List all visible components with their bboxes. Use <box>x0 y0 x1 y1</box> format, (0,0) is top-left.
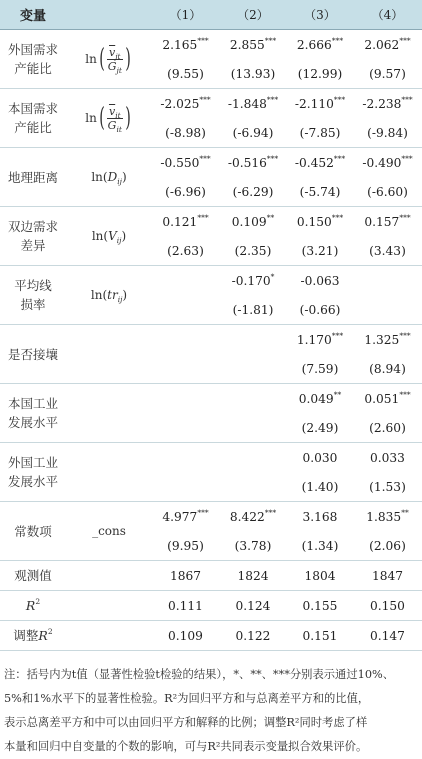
significance-stars: *** <box>331 35 344 45</box>
fraction <box>107 46 123 73</box>
coefficient-cell <box>287 502 353 532</box>
denominator-subscript <box>117 66 122 75</box>
stats-value: 0.150 <box>370 598 405 613</box>
variable-expression <box>66 266 152 325</box>
t-value: (-8.98) <box>165 125 206 140</box>
subscript-text: it <box>115 110 121 120</box>
coefficient-cell <box>152 325 219 355</box>
coefficient-value: -0.516 <box>227 155 267 170</box>
row-label <box>0 266 66 325</box>
stats-value-cell <box>219 621 287 651</box>
var-suffix: ) <box>121 229 127 243</box>
table-row <box>0 502 422 532</box>
t-value-cell <box>353 531 422 561</box>
t-value: (2.60) <box>369 420 406 435</box>
t-value-cell <box>287 236 353 266</box>
coefficient-cell <box>152 443 219 473</box>
t-value-cell <box>353 354 422 384</box>
coefficient-cell <box>219 148 287 178</box>
t-value-cell <box>353 59 422 89</box>
significance-stars: *** <box>333 153 346 163</box>
coefficient-value: -0.490 <box>362 155 402 170</box>
stats-value-cell <box>152 621 219 651</box>
row-label <box>0 325 66 384</box>
row-label <box>0 443 66 502</box>
significance-stars: *** <box>399 35 411 45</box>
coefficient-value: 0.030 <box>302 450 338 465</box>
stats-blank <box>66 591 152 621</box>
t-value: (7.59) <box>301 361 339 376</box>
row-label <box>0 502 66 561</box>
stats-value-cell <box>152 561 219 591</box>
stats-row <box>0 621 422 651</box>
coefficient-value: -2.110 <box>294 96 334 111</box>
coefficient-cell <box>152 266 219 296</box>
stats-label-prefix: 调整 <box>13 628 39 643</box>
row-label-line: 差异 <box>20 238 46 253</box>
t-value-cell <box>353 413 422 443</box>
stats-row <box>0 561 422 591</box>
var-text: _cons <box>92 524 126 538</box>
significance-stars: * <box>270 271 275 281</box>
table-row <box>0 207 422 237</box>
t-value-cell <box>353 118 422 148</box>
t-value: (2.63) <box>167 243 204 258</box>
header-col-2: （2） <box>219 0 287 30</box>
coefficient-value: -0.170 <box>231 273 271 288</box>
t-value: (3.78) <box>234 538 272 553</box>
significance-stars: *** <box>331 330 344 340</box>
stats-value-cell <box>219 561 287 591</box>
coefficient-cell <box>152 148 219 178</box>
coefficient-cell <box>353 384 422 414</box>
table-row <box>0 266 422 296</box>
variable-expression <box>66 384 152 443</box>
significance-stars: ** <box>333 389 342 399</box>
table-row <box>0 89 422 119</box>
t-value: (2.49) <box>301 420 339 435</box>
fraction-numerator <box>107 46 123 60</box>
coefficient-value: 0.157 <box>364 214 400 229</box>
coefficient-value: -0.452 <box>294 155 334 170</box>
row-label <box>0 30 66 89</box>
row-label-line: 地理距离 <box>7 169 58 185</box>
stats-blank <box>66 561 152 591</box>
t-value: (2.06) <box>369 538 406 553</box>
t-value: (1.34) <box>301 538 339 553</box>
coefficient-cell <box>287 148 353 178</box>
coefficient-cell <box>353 443 422 473</box>
coefficient-value: 2.666 <box>296 37 332 52</box>
t-value-cell <box>353 177 422 207</box>
coefficient-value: 0.150 <box>296 214 332 229</box>
stats-value-cell <box>353 591 422 621</box>
row-label-line: 损率 <box>20 297 46 312</box>
t-value: (2.35) <box>234 243 272 258</box>
t-value-cell <box>152 531 219 561</box>
denominator-subscript <box>116 125 121 134</box>
open-paren: ( <box>99 44 105 74</box>
stats-value: 0.124 <box>235 598 271 613</box>
t-value: (1.40) <box>301 479 339 494</box>
stats-blank <box>66 621 152 651</box>
stats-value: 0.147 <box>370 628 405 643</box>
stats-value-cell <box>287 591 353 621</box>
variable-expression <box>66 148 152 207</box>
coefficient-value: 0.109 <box>231 214 267 229</box>
stats-label-r: R <box>38 628 48 643</box>
coefficient-cell <box>287 89 353 119</box>
t-value-cell <box>219 413 287 443</box>
t-value-cell <box>219 177 287 207</box>
coefficient-cell <box>353 148 422 178</box>
variable-expression <box>66 89 152 148</box>
row-label-line: 本国需求 <box>7 101 58 116</box>
significance-stars: ** <box>266 212 275 222</box>
significance-stars: *** <box>197 35 209 45</box>
t-value-cell <box>287 118 353 148</box>
coefficient-cell <box>353 89 422 119</box>
row-label <box>0 148 66 207</box>
stats-label-sup: 2 <box>35 597 41 606</box>
t-value-cell <box>287 413 353 443</box>
fraction-numerator <box>107 105 123 119</box>
stats-label-r: R <box>25 598 36 613</box>
t-value: (9.55) <box>167 66 204 81</box>
var-func: ln <box>85 110 97 125</box>
row-label-line: 产能比 <box>14 61 52 76</box>
t-value: (1.53) <box>369 479 406 494</box>
table-row <box>0 30 422 60</box>
var-prefix: ln( <box>91 229 109 243</box>
subscript-text: ij <box>117 177 122 186</box>
t-value: (-6.94) <box>232 125 274 140</box>
variable-expression <box>66 207 152 266</box>
subscript-text: jt <box>115 51 121 61</box>
significance-stars: ** <box>401 507 409 517</box>
coefficient-cell <box>219 325 287 355</box>
row-label-line: 发展水平 <box>7 474 58 489</box>
coefficient-cell <box>287 207 353 237</box>
stats-label-text <box>13 628 47 643</box>
stats-label-sup: 2 <box>47 627 53 636</box>
coefficient-value: -0.063 <box>300 273 340 288</box>
coefficient-cell <box>152 89 219 119</box>
table-row <box>0 443 422 473</box>
subscript-text: ij <box>117 295 123 304</box>
fraction-denominator <box>108 119 122 132</box>
coefficient-value: 0.049 <box>298 391 334 406</box>
t-value-cell <box>353 236 422 266</box>
coefficient-cell <box>219 384 287 414</box>
t-value-cell <box>152 59 219 89</box>
t-value-cell <box>152 177 219 207</box>
coefficient-cell <box>219 207 287 237</box>
var-suffix: ) <box>122 288 128 302</box>
header-col-1: （1） <box>152 0 219 30</box>
t-value-cell <box>353 295 422 325</box>
significance-stars: *** <box>199 94 211 104</box>
header-variable: 变量 <box>0 0 66 30</box>
t-value: (9.95) <box>167 538 204 553</box>
t-value-cell <box>353 472 422 502</box>
coefficient-value: 2.062 <box>364 37 400 52</box>
note-line: 表示总离差平方和中可以由回归平方和解释的比例；调整R²同时考虑了样 <box>4 716 368 729</box>
header-col-4: （4） <box>353 0 422 30</box>
significance-stars: *** <box>266 153 279 163</box>
stats-label-text <box>26 598 35 613</box>
coefficient-cell <box>152 384 219 414</box>
close-paren: ) <box>124 103 131 133</box>
fraction-denominator <box>108 60 122 73</box>
t-value: (-9.84) <box>367 125 408 140</box>
significance-stars: *** <box>266 94 279 104</box>
fraction <box>107 105 123 132</box>
close-paren: ) <box>124 44 131 74</box>
numerator-symbol: $\overline{v}$ <box>109 45 116 59</box>
coefficient-cell <box>287 443 353 473</box>
significance-stars: *** <box>264 35 277 45</box>
note-line: 注：括号内为t值（显著性检验t检验的结果），*、**、***分别表示通过10%、 <box>4 668 395 681</box>
t-value-cell <box>219 236 287 266</box>
coefficient-value: 4.977 <box>162 509 198 524</box>
significance-stars: *** <box>197 212 209 222</box>
t-value: (-5.74) <box>299 184 341 199</box>
t-value: (-6.60) <box>367 184 408 199</box>
table-row <box>0 325 422 355</box>
note-line: 5%和1%水平下的显著性检验。R²为回归平方和与总离差平方和的比值， <box>4 692 370 705</box>
t-value: (-7.85) <box>299 125 341 140</box>
variable-expression <box>66 443 152 502</box>
subscript-text: ij <box>116 236 122 245</box>
t-value-cell <box>219 59 287 89</box>
t-value-cell <box>287 531 353 561</box>
stats-value: 0.151 <box>302 628 338 643</box>
t-value: (-6.96) <box>165 184 206 199</box>
row-label-line: 外国工业 <box>7 455 58 470</box>
significance-stars: *** <box>333 94 346 104</box>
coefficient-cell <box>152 502 219 532</box>
t-value: (3.43) <box>369 243 406 258</box>
row-label-line: 平均线 <box>14 278 52 293</box>
header-col-3: （3） <box>287 0 353 30</box>
coefficient-cell <box>219 443 287 473</box>
coefficient-cell <box>353 30 422 60</box>
stats-value-cell <box>152 591 219 621</box>
t-value-cell <box>287 177 353 207</box>
row-label-line: 发展水平 <box>7 415 58 430</box>
row-label-line: 常数项 <box>14 523 52 539</box>
coefficient-value: 0.121 <box>162 214 198 229</box>
coefficient-value: -2.025 <box>160 96 200 111</box>
coefficient-cell <box>152 30 219 60</box>
coefficient-cell <box>287 325 353 355</box>
significance-stars: *** <box>399 330 411 340</box>
t-value: (-6.29) <box>232 184 274 199</box>
coefficient-cell <box>287 266 353 296</box>
coefficient-cell <box>353 207 422 237</box>
t-value: (8.94) <box>369 361 406 376</box>
open-paren: ( <box>99 103 105 133</box>
stats-value-cell <box>287 561 353 591</box>
t-value-cell <box>219 472 287 502</box>
subscript-text: jt <box>116 65 122 75</box>
row-label-line: 产能比 <box>14 120 52 135</box>
t-value-cell <box>152 236 219 266</box>
t-value-cell <box>287 295 353 325</box>
stats-value-cell <box>353 621 422 651</box>
t-value-cell <box>287 354 353 384</box>
significance-stars: *** <box>401 153 413 163</box>
table-body <box>0 30 422 651</box>
t-value-cell <box>152 354 219 384</box>
coefficient-cell <box>353 502 422 532</box>
row-label-line: 本国工业 <box>7 396 58 411</box>
t-value-cell <box>219 295 287 325</box>
stats-value: 1847 <box>371 568 404 583</box>
t-value-cell <box>152 118 219 148</box>
coefficient-cell <box>152 207 219 237</box>
coefficient-cell <box>353 325 422 355</box>
row-label-line: 外国需求 <box>7 42 58 57</box>
coefficient-value: 1.325 <box>364 332 400 347</box>
stats-label <box>0 621 66 651</box>
row-label <box>0 89 66 148</box>
variable-expression <box>66 502 152 561</box>
t-value: (13.93) <box>230 66 276 81</box>
coefficient-cell <box>219 266 287 296</box>
denominator-symbol: G <box>107 118 117 132</box>
var-symbol: D <box>107 170 118 184</box>
coefficient-cell <box>287 384 353 414</box>
table-header <box>0 0 422 30</box>
var-symbol: tr <box>107 288 118 302</box>
coefficient-cell <box>219 502 287 532</box>
coefficient-value: 3.168 <box>302 509 338 524</box>
coefficient-value: 8.422 <box>229 509 265 524</box>
t-value-cell <box>152 472 219 502</box>
significance-stars: *** <box>199 153 211 163</box>
significance-stars: *** <box>401 94 413 104</box>
stats-row <box>0 591 422 621</box>
t-value: (-0.66) <box>299 302 341 317</box>
note-line: 本量和回归中自变量的个数的影响，可与R²共同表示变量拟合效果评价。 <box>4 740 368 753</box>
t-value-cell <box>287 59 353 89</box>
coefficient-value: 0.033 <box>370 450 405 465</box>
coefficient-value: -2.238 <box>362 96 402 111</box>
var-prefix: ln( <box>90 288 108 302</box>
t-value-cell <box>219 531 287 561</box>
t-value: (9.57) <box>369 66 406 81</box>
table-row <box>0 148 422 178</box>
coefficient-cell <box>219 30 287 60</box>
denominator-symbol: G <box>107 59 117 73</box>
stats-value: 0.122 <box>235 628 271 643</box>
header-blank <box>66 0 152 30</box>
row-label <box>0 207 66 266</box>
table-note <box>4 663 420 759</box>
t-value: (-1.81) <box>232 302 274 317</box>
stats-value: 0.111 <box>168 598 203 613</box>
variable-expression <box>66 30 152 89</box>
stats-value-cell <box>219 591 287 621</box>
significance-stars: *** <box>331 212 344 222</box>
significance-stars: *** <box>264 507 277 517</box>
t-value-cell <box>152 295 219 325</box>
row-label <box>0 384 66 443</box>
row-label-line: 双边需求 <box>7 219 58 234</box>
var-suffix: ) <box>121 170 127 184</box>
coefficient-value: 0.051 <box>364 391 400 406</box>
subscript-text: it <box>116 124 122 134</box>
t-value-cell <box>287 472 353 502</box>
stats-value: 1804 <box>304 568 336 583</box>
row-label-line: 是否接壤 <box>7 346 58 362</box>
var-symbol: V <box>108 229 117 243</box>
t-value: (12.99) <box>297 66 343 81</box>
stats-value: 0.155 <box>302 598 338 613</box>
stats-value-cell <box>287 621 353 651</box>
coefficient-value: 2.855 <box>229 37 265 52</box>
stats-label-text: 观测值 <box>14 568 52 583</box>
significance-stars: *** <box>197 507 209 517</box>
significance-stars: *** <box>399 212 411 222</box>
stats-value-cell <box>353 561 422 591</box>
coefficient-value: 1.170 <box>296 332 332 347</box>
t-value-cell <box>219 118 287 148</box>
stats-label <box>0 561 66 591</box>
coefficient-cell <box>353 266 422 296</box>
t-value: (3.21) <box>301 243 339 258</box>
variable-expression <box>66 325 152 384</box>
var-prefix: ln( <box>91 170 108 184</box>
coefficient-cell <box>287 30 353 60</box>
numerator-symbol: $\overline{v}$ <box>108 104 116 118</box>
coefficient-value: -0.550 <box>160 155 200 170</box>
stats-value: 1867 <box>169 568 202 583</box>
t-value-cell <box>152 413 219 443</box>
stats-value: 0.109 <box>168 628 203 643</box>
coefficient-cell <box>219 89 287 119</box>
significance-stars: *** <box>399 389 411 399</box>
table-row <box>0 384 422 414</box>
coefficient-value: 1.835 <box>366 509 402 524</box>
coefficient-value: 2.165 <box>162 37 198 52</box>
t-value-cell <box>219 354 287 384</box>
coefficient-value: -1.848 <box>227 96 267 111</box>
var-func: ln <box>85 51 97 66</box>
stats-label <box>0 591 66 621</box>
stats-value: 1824 <box>237 568 269 583</box>
